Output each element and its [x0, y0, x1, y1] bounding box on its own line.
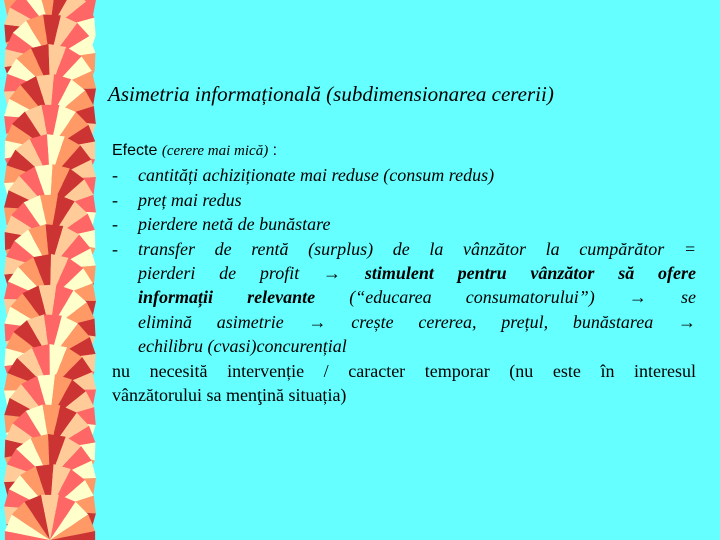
slide-title: [108, 82, 708, 107]
transfer-line-1: transfer de rentă (surplus) de la vânzător la cumpărător =: [138, 238, 696, 259]
lead-colon: :: [268, 142, 278, 159]
transfer-line-3: [112, 285, 696, 309]
transfer-line-3-bold: informații relevante: [138, 287, 316, 308]
bullet-text: preț mai redus: [138, 189, 242, 210]
transfer-line-2-a: pierderi de profit →: [138, 263, 365, 284]
bullet-1: [112, 163, 696, 187]
lead-word: Efecte: [112, 142, 158, 159]
title-part-1: Asimetria informațională (: [108, 82, 334, 106]
bullet-dash: -: [112, 238, 118, 259]
bullet-text: pierdere netă de bunăstare: [138, 214, 331, 235]
transfer-line-2-bold: stimulent pentru vânzător să ofere: [364, 263, 696, 284]
pinwheel-decoration: [0, 0, 100, 540]
transfer-line-4: elimină asimetrie → crește cererea, prețul, bunăstarea →: [138, 311, 696, 332]
bullet-dash: -: [112, 165, 118, 186]
transfer-line-5: echilibru (cvasi)concurențial: [138, 336, 347, 357]
closing-line-1: nu necesită intervenție / caracter temporar (nu este în interesul: [112, 360, 696, 381]
bullet-3: [112, 212, 696, 236]
title-part-2: subdimensionarea cererii): [333, 82, 554, 106]
lead-note: (cerere mai mică): [161, 143, 269, 159]
bullet-4: [112, 237, 696, 261]
bullet-2: [112, 188, 696, 212]
slide-body: [112, 137, 696, 407]
bullet-dash: -: [112, 214, 118, 235]
lead-line: [112, 137, 696, 163]
bullet-text: cantități achiziționate mai reduse (consum redus): [138, 165, 495, 186]
transfer-line-3-b: (“educarea consumatorului”) → se: [315, 287, 697, 308]
transfer-line-2: [112, 261, 696, 285]
bullet-dash: -: [112, 189, 118, 210]
closing-line-2: vânzătorului sa menţină situația): [112, 385, 347, 406]
